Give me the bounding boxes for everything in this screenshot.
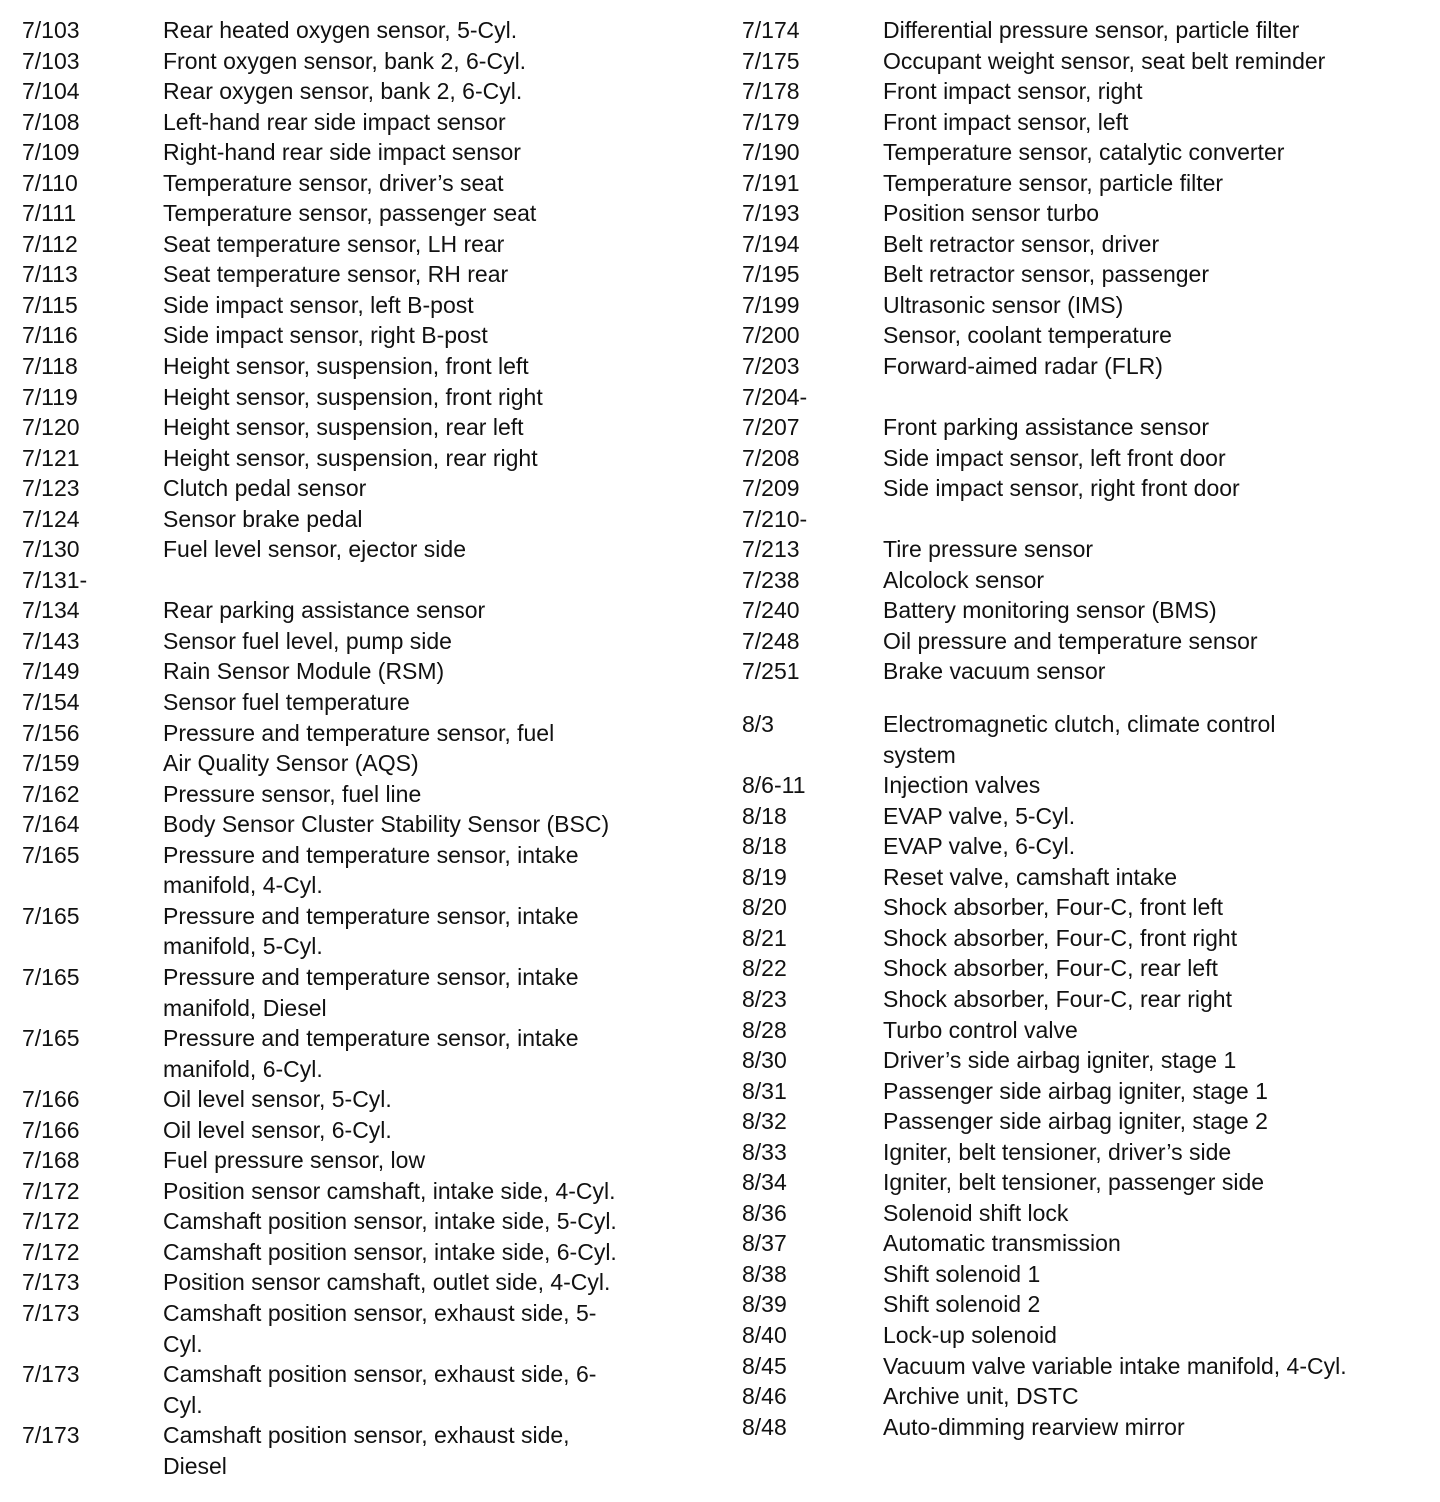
component-description: Sensor brake pedal bbox=[163, 505, 363, 532]
component-description: Belt retractor sensor, passenger bbox=[883, 261, 1209, 288]
component-description: Side impact sensor, left B-post bbox=[163, 291, 474, 318]
component-description: Rain Sensor Module (RSM) bbox=[163, 658, 445, 685]
component-code: 8/46 bbox=[742, 1383, 787, 1410]
component-code: 7/116 bbox=[22, 322, 78, 349]
list-item bbox=[22, 351, 702, 382]
component-description: Vacuum valve variable intake manifold, 4-Cyl. bbox=[883, 1352, 1347, 1379]
component-code: 7/173 bbox=[22, 1299, 80, 1326]
list-item bbox=[742, 534, 1422, 565]
component-description: Rear parking assistance sensor bbox=[163, 597, 486, 624]
list-item bbox=[742, 953, 1422, 984]
component-code: 7/191 bbox=[742, 169, 800, 196]
list-item bbox=[22, 443, 702, 474]
list-item bbox=[742, 923, 1422, 954]
component-code: 7/178 bbox=[742, 78, 800, 105]
component-description: Alcolock sensor bbox=[883, 566, 1045, 593]
component-code: 7/103 bbox=[22, 47, 80, 74]
component-code: 8/18 bbox=[742, 833, 787, 860]
component-description: Shock absorber, Four-C, front right bbox=[883, 924, 1238, 951]
component-description: Position sensor turbo bbox=[883, 200, 1100, 227]
list-item bbox=[22, 107, 702, 138]
component-description: Height sensor, suspension, rear left bbox=[163, 414, 524, 441]
list-item bbox=[22, 809, 702, 840]
component-code: 8/21 bbox=[742, 924, 787, 951]
component-code: 7/166 bbox=[22, 1116, 80, 1143]
component-code: 8/40 bbox=[742, 1321, 787, 1348]
component-code: 7/203 bbox=[742, 353, 800, 380]
component-description: Camshaft position sensor, intake side, 5-Cyl. bbox=[163, 1208, 617, 1235]
component-code: 7/124 bbox=[22, 505, 80, 532]
list-item bbox=[742, 1137, 1422, 1168]
component-code: 8/39 bbox=[742, 1291, 787, 1318]
component-description: Lock-up solenoid bbox=[883, 1321, 1057, 1348]
component-code: 7/120 bbox=[22, 414, 80, 441]
component-code: 7/165 bbox=[22, 1025, 80, 1052]
component-code: 8/33 bbox=[742, 1138, 787, 1165]
list-item bbox=[22, 1084, 702, 1115]
component-code: 8/36 bbox=[742, 1199, 787, 1226]
component-code: 7/149 bbox=[22, 658, 80, 685]
component-description: Archive unit, DSTC bbox=[883, 1383, 1079, 1410]
component-description: Left-hand rear side impact sensor bbox=[163, 108, 506, 135]
component-code: 7/130 bbox=[22, 536, 80, 563]
component-code: 7/119 bbox=[22, 383, 78, 410]
list-item bbox=[742, 1198, 1422, 1229]
component-code: 7/173 bbox=[22, 1422, 80, 1449]
component-description: Sensor fuel temperature bbox=[163, 689, 410, 716]
list-item bbox=[742, 1045, 1422, 1076]
list-item bbox=[22, 748, 702, 779]
component-code: 7/194 bbox=[742, 230, 800, 257]
component-description: Temperature sensor, driver’s seat bbox=[163, 169, 504, 196]
component-description: Passenger side airbag igniter, stage 1 bbox=[883, 1077, 1268, 1104]
list-item bbox=[742, 1228, 1422, 1259]
list-item bbox=[742, 412, 1422, 443]
component-code: 7/179 bbox=[742, 108, 800, 135]
component-description: Occupant weight sensor, seat belt reminder bbox=[883, 47, 1326, 74]
component-description: Height sensor, suspension, front left bbox=[163, 353, 529, 380]
component-code: 7/112 bbox=[22, 230, 78, 257]
component-code: 7/165 bbox=[22, 963, 80, 990]
component-code: 7/210- bbox=[742, 505, 808, 532]
component-description: Body Sensor Cluster Stability Sensor (BSC) bbox=[163, 811, 610, 838]
component-code: 7/118 bbox=[22, 353, 78, 380]
component-description: Height sensor, suspension, rear right bbox=[163, 444, 538, 471]
component-code: 7/134 bbox=[22, 597, 80, 624]
component-code: 7/174 bbox=[742, 17, 800, 43]
list-item bbox=[22, 595, 702, 626]
component-description: Reset valve, camshaft intake bbox=[883, 863, 1178, 890]
component-code: 7/123 bbox=[22, 475, 80, 502]
component-description: Auto-dimming rearview mirror bbox=[883, 1413, 1185, 1440]
component-description: Temperature sensor, particle filter bbox=[883, 169, 1224, 196]
list-item bbox=[22, 656, 702, 687]
component-description: Differential pressure sensor, particle filter bbox=[883, 17, 1300, 43]
list-item bbox=[742, 504, 1422, 535]
list-item bbox=[742, 1381, 1422, 1412]
component-code: 7/248 bbox=[742, 627, 800, 654]
component-description: Pressure and temperature sensor, intake manifold, 5-Cyl. bbox=[163, 902, 579, 960]
component-code: 7/190 bbox=[742, 139, 800, 166]
component-code: 7/103 bbox=[22, 17, 80, 43]
component-description bbox=[883, 382, 1422, 413]
list-item bbox=[742, 473, 1422, 504]
component-code: 7/159 bbox=[22, 750, 80, 777]
component-description: Side impact sensor, right front door bbox=[883, 475, 1240, 502]
component-code: 8/6-11 bbox=[742, 772, 806, 799]
component-code: 7/193 bbox=[742, 200, 800, 227]
component-code: 7/204- bbox=[742, 383, 808, 410]
component-code: 8/18 bbox=[742, 802, 787, 829]
list-item bbox=[742, 46, 1422, 77]
list-item bbox=[742, 595, 1422, 626]
list-item bbox=[22, 1023, 702, 1084]
component-description: Rear oxygen sensor, bank 2, 6-Cyl. bbox=[163, 78, 523, 105]
component-description: Ultrasonic sensor (IMS) bbox=[883, 291, 1124, 318]
list-item bbox=[742, 1289, 1422, 1320]
list-item bbox=[742, 1015, 1422, 1046]
component-code: 7/166 bbox=[22, 1086, 80, 1113]
list-item bbox=[22, 1176, 702, 1207]
list-item bbox=[742, 565, 1422, 596]
right-component-list bbox=[742, 15, 1422, 1442]
component-code: 7/199 bbox=[742, 291, 800, 318]
component-code: 7/115 bbox=[22, 291, 78, 318]
component-code: 7/156 bbox=[22, 719, 80, 746]
component-description: Sensor, coolant temperature bbox=[883, 322, 1172, 349]
list-item bbox=[22, 1267, 702, 1298]
component-code: 8/28 bbox=[742, 1016, 787, 1043]
component-description: Injection valves bbox=[883, 772, 1041, 799]
component-description: Height sensor, suspension, front right bbox=[163, 383, 543, 410]
list-item bbox=[742, 198, 1422, 229]
component-code: 7/173 bbox=[22, 1361, 80, 1388]
list-item bbox=[22, 259, 702, 290]
component-description: Seat temperature sensor, LH rear bbox=[163, 230, 505, 257]
component-description bbox=[163, 565, 702, 596]
list-item bbox=[742, 1351, 1422, 1382]
component-description: Fuel pressure sensor, low bbox=[163, 1147, 426, 1174]
component-description: Automatic transmission bbox=[883, 1230, 1121, 1257]
component-description: Camshaft position sensor, intake side, 6-Cyl. bbox=[163, 1238, 617, 1265]
component-description: Front oxygen sensor, bank 2, 6-Cyl. bbox=[163, 47, 527, 74]
list-item bbox=[22, 1298, 702, 1359]
list-item bbox=[742, 801, 1422, 832]
component-code: 7/172 bbox=[22, 1238, 80, 1265]
list-item bbox=[22, 840, 702, 901]
component-description: Sensor fuel level, pump side bbox=[163, 627, 452, 654]
list-item bbox=[742, 770, 1422, 801]
component-description: Camshaft position sensor, exhaust side, 5-Cyl. bbox=[163, 1299, 597, 1357]
component-description: Shock absorber, Four-C, rear right bbox=[883, 985, 1232, 1012]
component-code: 7/113 bbox=[22, 261, 78, 288]
list-item bbox=[742, 709, 1422, 770]
component-code: 8/31 bbox=[742, 1077, 787, 1104]
component-description: Electromagnetic clutch, climate control system bbox=[883, 711, 1276, 768]
component-description: Pressure and temperature sensor, intake manifold, 6-Cyl. bbox=[163, 1025, 579, 1082]
list-item bbox=[742, 290, 1422, 321]
list-item bbox=[22, 565, 702, 596]
component-description: Temperature sensor, catalytic converter bbox=[883, 139, 1285, 166]
component-description: Front parking assistance sensor bbox=[883, 414, 1209, 441]
component-code: 7/209 bbox=[742, 475, 800, 502]
component-description: Forward-aimed radar (FLR) bbox=[883, 353, 1163, 380]
component-code: 7/165 bbox=[22, 841, 80, 868]
component-code: 7/251 bbox=[742, 658, 800, 685]
component-description: Side impact sensor, right B-post bbox=[163, 322, 488, 349]
list-item bbox=[22, 15, 702, 46]
list-item bbox=[742, 1106, 1422, 1137]
list-item bbox=[22, 1420, 702, 1481]
list-item bbox=[22, 687, 702, 718]
component-description: Fuel level sensor, ejector side bbox=[163, 536, 466, 563]
component-description: Shock absorber, Four-C, front left bbox=[883, 894, 1224, 921]
component-description: Brake vacuum sensor bbox=[883, 658, 1106, 685]
list-item bbox=[22, 168, 702, 199]
component-code: 7/164 bbox=[22, 811, 80, 838]
component-code: 7/175 bbox=[742, 47, 800, 74]
list-item bbox=[22, 76, 702, 107]
list-item bbox=[742, 1076, 1422, 1107]
component-description: Clutch pedal sensor bbox=[163, 475, 367, 502]
list-item bbox=[22, 901, 702, 962]
list-item bbox=[22, 46, 702, 77]
component-description: Igniter, belt tensioner, driver’s side bbox=[883, 1138, 1232, 1165]
list-item bbox=[742, 76, 1422, 107]
component-code: 7/200 bbox=[742, 322, 800, 349]
component-description: Air Quality Sensor (AQS) bbox=[163, 750, 419, 777]
list-item bbox=[742, 1320, 1422, 1351]
component-code: 7/110 bbox=[22, 169, 78, 196]
component-description: Front impact sensor, left bbox=[883, 108, 1129, 135]
component-description: Belt retractor sensor, driver bbox=[883, 230, 1160, 257]
component-code: 8/37 bbox=[742, 1230, 787, 1257]
component-code: 8/23 bbox=[742, 985, 787, 1012]
list-item bbox=[22, 504, 702, 535]
component-description bbox=[883, 504, 1422, 535]
list-item bbox=[742, 443, 1422, 474]
component-code: 7/172 bbox=[22, 1208, 80, 1235]
component-description: Right-hand rear side impact sensor bbox=[163, 139, 521, 166]
list-item bbox=[742, 656, 1422, 687]
list-item bbox=[22, 779, 702, 810]
list-item bbox=[22, 1115, 702, 1146]
list-item bbox=[22, 137, 702, 168]
component-description: Front impact sensor, right bbox=[883, 78, 1143, 105]
list-item bbox=[742, 1259, 1422, 1290]
list-item bbox=[22, 534, 702, 565]
component-code: 8/45 bbox=[742, 1352, 787, 1379]
component-description: Oil pressure and temperature sensor bbox=[883, 627, 1258, 654]
list-item bbox=[22, 412, 702, 443]
component-code: 7/172 bbox=[22, 1177, 80, 1204]
component-code: 8/19 bbox=[742, 863, 787, 890]
list-item bbox=[742, 382, 1422, 413]
component-code: 7/143 bbox=[22, 627, 80, 654]
component-description: Tire pressure sensor bbox=[883, 536, 1094, 563]
list-item bbox=[22, 382, 702, 413]
list-item bbox=[742, 229, 1422, 260]
component-description: Pressure and temperature sensor, intake manifold, 4-Cyl. bbox=[163, 841, 579, 899]
list-item bbox=[22, 320, 702, 351]
component-description: Seat temperature sensor, RH rear bbox=[163, 261, 509, 288]
list-item bbox=[742, 351, 1422, 382]
component-code: 8/38 bbox=[742, 1260, 787, 1287]
list-item bbox=[22, 1145, 702, 1176]
component-description: Camshaft position sensor, exhaust side, 6-Cyl. bbox=[163, 1361, 597, 1418]
component-description: Passenger side airbag igniter, stage 2 bbox=[883, 1108, 1268, 1135]
list-item bbox=[22, 718, 702, 749]
list-item bbox=[22, 1206, 702, 1237]
list-item bbox=[742, 15, 1422, 46]
list-item bbox=[22, 473, 702, 504]
component-description: Oil level sensor, 5-Cyl. bbox=[163, 1086, 392, 1113]
list-item bbox=[22, 626, 702, 657]
component-code: 7/208 bbox=[742, 444, 800, 471]
list-item bbox=[22, 229, 702, 260]
list-item bbox=[742, 831, 1422, 862]
component-description: Pressure and temperature sensor, fuel bbox=[163, 719, 555, 746]
list-item bbox=[22, 962, 702, 1023]
list-item bbox=[742, 259, 1422, 290]
component-description: Camshaft position sensor, exhaust side, Diesel bbox=[163, 1422, 570, 1479]
component-code: 7/121 bbox=[22, 444, 80, 471]
component-code: 7/162 bbox=[22, 780, 80, 807]
component-code: 7/207 bbox=[742, 414, 800, 441]
left-component-list bbox=[22, 15, 702, 1481]
component-code: 8/34 bbox=[742, 1169, 787, 1196]
component-code: 8/3 bbox=[742, 711, 774, 738]
component-code: 8/48 bbox=[742, 1413, 787, 1440]
component-code: 7/111 bbox=[22, 200, 77, 227]
list-item bbox=[742, 320, 1422, 351]
list-item bbox=[22, 1359, 702, 1420]
component-code: 8/32 bbox=[742, 1108, 787, 1135]
component-description: Driver’s side airbag igniter, stage 1 bbox=[883, 1047, 1237, 1074]
list-item bbox=[22, 1237, 702, 1268]
list-item bbox=[742, 137, 1422, 168]
component-description: Solenoid shift lock bbox=[883, 1199, 1069, 1226]
component-code: 7/213 bbox=[742, 536, 800, 563]
component-description: EVAP valve, 6-Cyl. bbox=[883, 833, 1076, 860]
component-code: 7/108 bbox=[22, 108, 80, 135]
component-code: 7/154 bbox=[22, 689, 80, 716]
component-code: 7/168 bbox=[22, 1147, 80, 1174]
component-description: Shift solenoid 1 bbox=[883, 1260, 1041, 1287]
component-description: EVAP valve, 5-Cyl. bbox=[883, 802, 1076, 829]
component-description: Pressure and temperature sensor, intake manifold, Diesel bbox=[163, 963, 579, 1021]
component-description: Shift solenoid 2 bbox=[883, 1291, 1041, 1318]
component-description: Side impact sensor, left front door bbox=[883, 444, 1226, 471]
list-item bbox=[742, 862, 1422, 893]
component-code: 7/165 bbox=[22, 902, 80, 929]
component-description: Turbo control valve bbox=[883, 1016, 1078, 1043]
list-item bbox=[22, 290, 702, 321]
list-item bbox=[742, 626, 1422, 657]
component-code: 7/104 bbox=[22, 78, 80, 105]
list-item bbox=[742, 1167, 1422, 1198]
component-code: 7/173 bbox=[22, 1269, 80, 1296]
component-description: Position sensor camshaft, outlet side, 4-Cyl. bbox=[163, 1269, 611, 1296]
component-code: 7/240 bbox=[742, 597, 800, 624]
list-item bbox=[742, 1412, 1422, 1443]
component-description: Temperature sensor, passenger seat bbox=[163, 200, 537, 227]
list-item bbox=[742, 892, 1422, 923]
component-description: Pressure sensor, fuel line bbox=[163, 780, 422, 807]
list-item bbox=[742, 984, 1422, 1015]
component-code: 8/30 bbox=[742, 1047, 787, 1074]
component-code: 7/195 bbox=[742, 261, 800, 288]
component-code: 8/22 bbox=[742, 955, 787, 982]
component-code: 7/109 bbox=[22, 139, 80, 166]
component-code: 8/20 bbox=[742, 894, 787, 921]
component-description: Position sensor camshaft, intake side, 4-Cyl. bbox=[163, 1177, 616, 1204]
list-item bbox=[742, 107, 1422, 138]
list-item bbox=[22, 198, 702, 229]
component-code: 7/131- bbox=[22, 566, 88, 593]
component-description: Rear heated oxygen sensor, 5-Cyl. bbox=[163, 17, 518, 43]
component-description: Shock absorber, Four-C, rear left bbox=[883, 955, 1218, 982]
component-code: 7/238 bbox=[742, 566, 800, 593]
component-description: Oil level sensor, 6-Cyl. bbox=[163, 1116, 392, 1143]
component-description: Battery monitoring sensor (BMS) bbox=[883, 597, 1217, 624]
component-description: Igniter, belt tensioner, passenger side bbox=[883, 1169, 1265, 1196]
list-item bbox=[742, 168, 1422, 199]
